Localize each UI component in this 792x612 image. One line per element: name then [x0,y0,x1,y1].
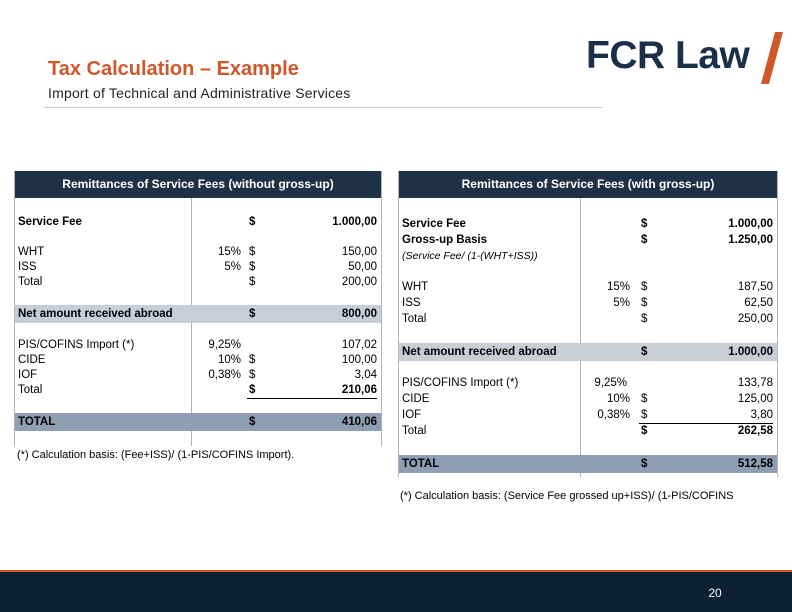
row-total [15,383,381,398]
row-cide [15,353,381,368]
row-label: CIDE [18,354,46,366]
row-amount: 133,78 [737,377,773,389]
row-currency: $ [249,246,256,258]
row-amount: 1.000,00 [728,218,773,230]
subtotal-underline [247,398,377,399]
row-percent: 10% [217,354,241,366]
row-currency: $ [641,281,648,293]
row-label: PIS/COFINS Import (*) [402,377,519,389]
row-label: TOTAL [18,416,56,428]
row-iss [15,260,381,275]
table-title: Remittances of Service Fees (without gross-up) [15,171,381,198]
row-percent: 15% [606,281,630,293]
slide-title: Tax Calculation – Example [48,58,299,80]
row-service-fee [399,217,777,232]
row-currency: $ [641,234,648,246]
row-percent: 0,38% [208,369,241,381]
row-total [399,312,777,327]
row-label: Service Fee [402,218,466,230]
row-iof [399,408,777,423]
row-currency: $ [249,354,256,366]
row-label: Total [18,276,43,288]
row-amount: 262,58 [737,425,773,437]
row-amount: 125,00 [737,393,773,405]
row-label: WHT [18,246,45,258]
row-amount: 187,50 [737,281,773,293]
row-net-amount [399,343,777,361]
row-amount: 107,02 [341,339,377,351]
row-grossup-basis [399,233,777,248]
row-wht [399,280,777,295]
row-amount: 512,58 [737,458,773,470]
slide-subtitle: Import of Technical and Administrative Services [48,85,351,101]
footer-bar [0,572,792,612]
row-currency: $ [641,313,648,325]
row-amount: 1.000,00 [332,216,377,228]
page-number: 20 [708,586,722,600]
row-label: TOTAL [402,458,440,470]
row-pis-cofins [15,338,381,353]
row-net-amount [15,305,381,323]
row-percent: 10% [606,393,630,405]
table-title: Remittances of Service Fees (with gross-up) [399,171,777,198]
row-pis-cofins [399,376,777,391]
table-with-grossup [398,171,778,477]
row-amount: 150,00 [341,246,377,258]
row-amount: 800,00 [341,308,377,320]
row-wht [15,245,381,260]
row-currency: $ [641,346,648,358]
row-label: Gross-up Basis [402,234,487,246]
row-grand-total [15,413,381,431]
row-label: IOF [18,369,38,381]
row-label: ISS [18,261,37,273]
row-label: CIDE [402,393,430,405]
row-percent: 9,25% [208,339,241,351]
row-total [399,424,777,439]
row-amount: 100,00 [341,354,377,366]
row-percent: 5% [224,261,241,273]
table-without-grossup [14,171,382,446]
row-percent: 5% [613,297,630,309]
row-currency: $ [249,261,256,273]
row-currency: $ [249,369,256,381]
row-currency: $ [641,393,648,405]
row-amount: 410,06 [341,416,377,428]
row-cide [399,392,777,407]
fcr-law-logo [586,32,786,88]
row-currency: $ [641,425,648,437]
row-label: Total [402,313,427,325]
row-amount: 210,06 [341,384,377,396]
row-amount: 1.250,00 [728,234,773,246]
row-iof [15,368,381,383]
row-amount: 250,00 [737,313,773,325]
row-amount: 1.000,00 [728,346,773,358]
row-amount: 200,00 [341,276,377,288]
row-grand-total [399,455,777,473]
row-currency: $ [641,458,648,470]
row-amount: 3,80 [750,409,773,421]
row-currency: $ [249,216,256,228]
row-label: Net amount received abroad [402,346,557,358]
row-service-fee [15,215,381,230]
row-label: Total [18,384,43,396]
row-currency: $ [249,384,256,396]
row-percent: 0,38% [597,409,630,421]
row-currency: $ [249,416,256,428]
header-divider [44,107,602,108]
footnote-right: (*) Calculation basis: (Service Fee grossed up+ISS)/ (1-PIS/COFINS [400,490,734,502]
row-currency: $ [249,308,256,320]
row-grossup-formula [399,249,777,264]
row-currency: $ [641,218,648,230]
row-percent: 15% [217,246,241,258]
row-currency: $ [641,409,648,421]
grossup-formula: (Service Fee/ (1-(WHT+ISS)) [402,250,538,262]
row-label: Net amount received abroad [18,308,173,320]
row-iss [399,296,777,311]
row-currency: $ [641,297,648,309]
row-label: WHT [402,281,429,293]
row-currency: $ [249,276,256,288]
row-amount: 62,50 [744,297,773,309]
row-label: Total [402,425,427,437]
row-amount: 3,04 [354,369,377,381]
row-label: IOF [402,409,422,421]
row-amount: 50,00 [348,261,377,273]
logo-slash-icon [760,32,784,86]
row-label: PIS/COFINS Import (*) [18,339,135,351]
row-label: ISS [402,297,421,309]
row-total [15,275,381,290]
row-label: Service Fee [18,216,82,228]
logo-text: FCR Law [586,34,750,77]
row-percent: 9,25% [594,377,627,389]
footnote-left: (*) Calculation basis: (Fee+ISS)/ (1-PIS/COFINS Import). [17,449,295,461]
